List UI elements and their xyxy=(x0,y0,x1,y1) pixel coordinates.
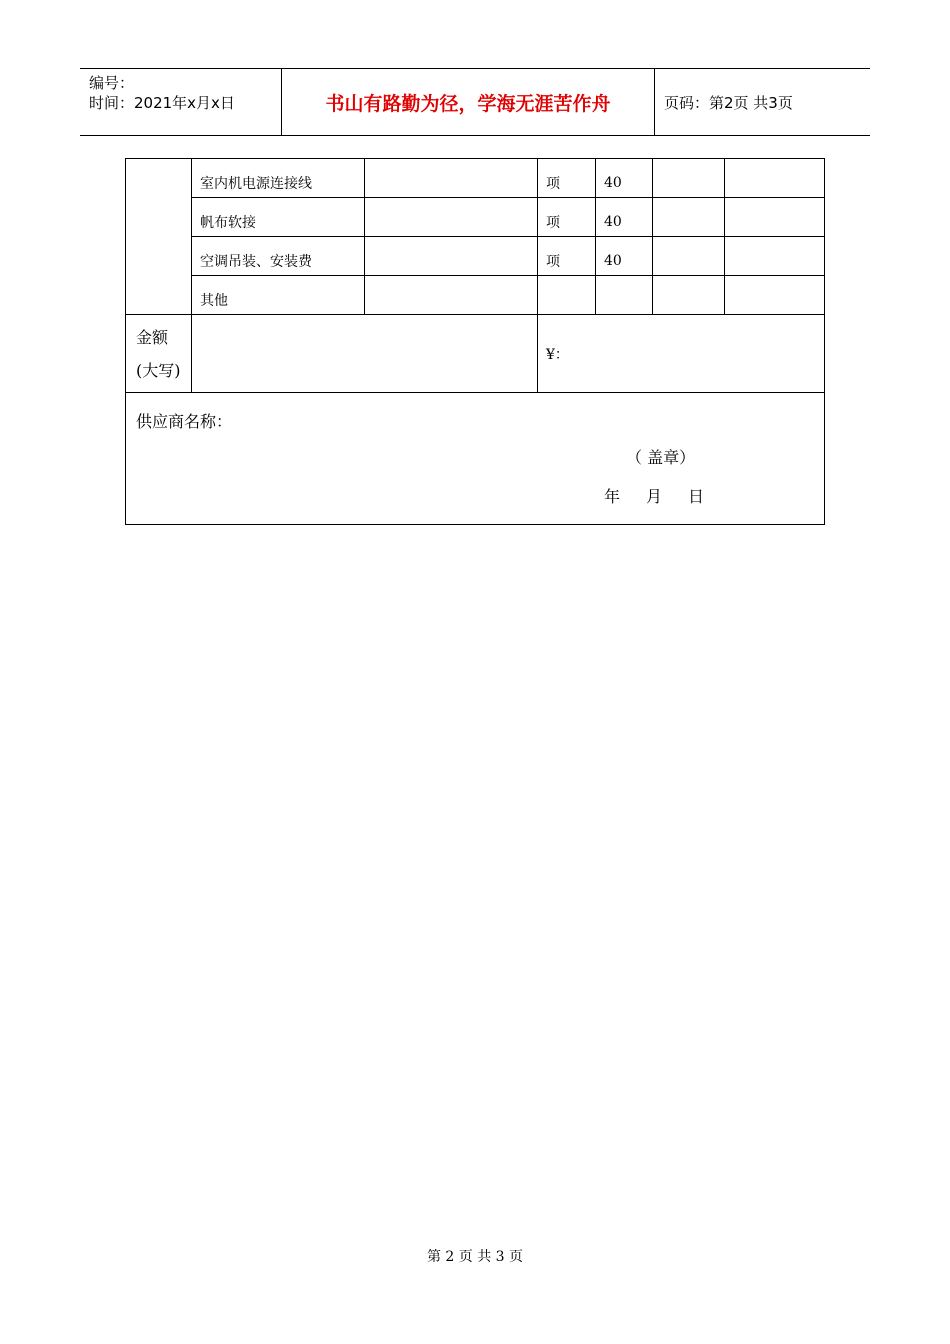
item-price xyxy=(653,276,725,315)
item-name: 室内机电源连接线 xyxy=(192,159,365,198)
supplier-label: 供应商名称： xyxy=(136,412,233,431)
item-qty xyxy=(596,276,653,315)
stamp-label: （ 盖章） xyxy=(626,448,696,467)
item-name: 帆布软接 xyxy=(192,198,365,237)
item-total xyxy=(725,237,825,276)
item-spec xyxy=(365,198,538,237)
header-page-info: 页码：第2页 共3页 xyxy=(664,93,793,112)
date-line xyxy=(604,484,704,507)
page-footer: 第 2 页 共 3 页 xyxy=(426,1249,524,1265)
item-unit: 项 xyxy=(538,237,596,276)
time-label: 时间：2021年x月x日 xyxy=(89,94,235,112)
table-row xyxy=(126,198,825,237)
item-unit: 项 xyxy=(538,198,596,237)
supplier-row xyxy=(126,393,825,525)
amount-label: 金额 xyxy=(136,327,169,347)
amount-label-sub: (大写) xyxy=(136,360,181,380)
amount-yen-field: ¥： xyxy=(538,315,825,393)
amount-row xyxy=(126,315,825,393)
item-qty: 40 xyxy=(596,237,653,276)
date-day: 日 xyxy=(688,487,705,506)
item-spec xyxy=(365,237,538,276)
item-spec xyxy=(365,276,538,315)
item-total xyxy=(725,276,825,315)
item-spec xyxy=(365,159,538,198)
supplier-cell xyxy=(126,393,825,525)
item-price xyxy=(653,198,725,237)
page-header xyxy=(80,68,870,136)
item-unit xyxy=(538,276,596,315)
table-row xyxy=(126,276,825,315)
item-unit: 项 xyxy=(538,159,596,198)
header-meta xyxy=(80,69,282,135)
amount-label-cell xyxy=(126,315,192,393)
date-month: 月 xyxy=(646,487,663,506)
item-qty: 40 xyxy=(596,159,653,198)
table-row xyxy=(126,237,825,276)
item-name: 空调吊装、安装费 xyxy=(192,237,365,276)
item-price xyxy=(653,237,725,276)
item-price xyxy=(653,159,725,198)
table-row xyxy=(126,159,825,198)
item-total xyxy=(725,198,825,237)
item-qty: 40 xyxy=(596,198,653,237)
item-total xyxy=(725,159,825,198)
category-cell xyxy=(126,159,192,315)
serial-label: 编号： xyxy=(89,74,135,92)
amount-words-field xyxy=(192,315,538,393)
quotation-table xyxy=(125,158,825,525)
date-year: 年 xyxy=(604,487,621,506)
header-motto: 书山有路勤为径，学海无涯苦作舟 xyxy=(282,69,655,135)
item-name: 其他 xyxy=(192,276,365,315)
